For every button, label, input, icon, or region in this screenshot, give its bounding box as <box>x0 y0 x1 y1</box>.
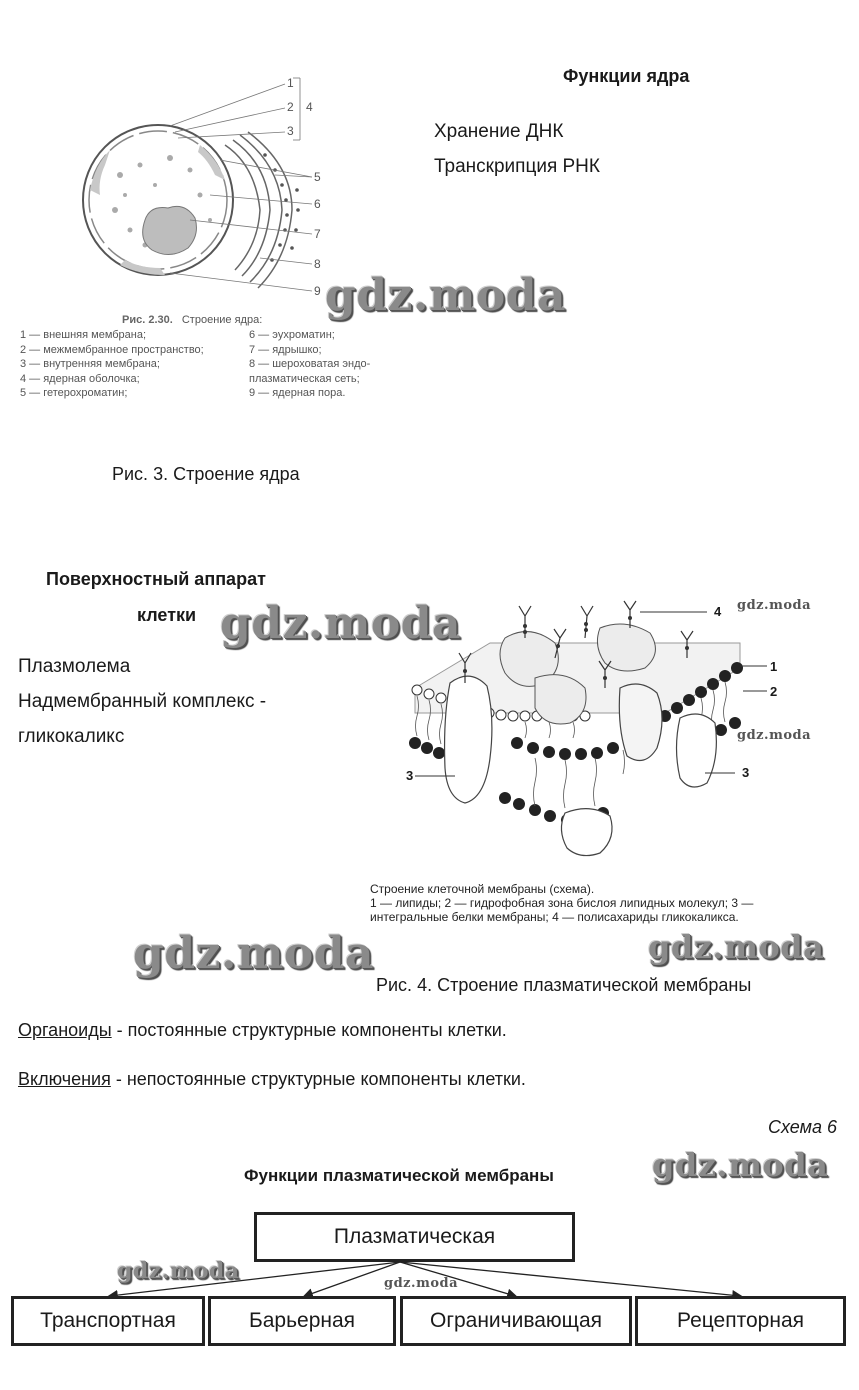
nucleus-callout-1: 1 <box>287 76 294 90</box>
caption-line: интегральные белки мембраны; 4 — полисахариды гликокаликса. <box>370 910 739 924</box>
scheme-child-label: Барьерная <box>248 1309 356 1332</box>
nucleus-function-item: Транскрипция РНК <box>434 156 600 177</box>
legend-item: 9 — ядерная пора. <box>249 387 346 399</box>
legend-item: 4 — ядерная оболочка; <box>20 372 140 385</box>
membrane-callout-1: 1 <box>770 659 778 674</box>
watermark: gdz.moda <box>648 928 825 966</box>
membrane-callout-3-right: 3 <box>742 765 750 780</box>
organoids-text: - постоянные структурные компоненты клетки. <box>111 1020 507 1040</box>
legend-item: 5 — гетерохроматин; <box>20 387 128 399</box>
legend-item: 1 — внешняя мембрана; <box>20 329 147 341</box>
scheme-title: Функции плазматической мембраны <box>244 1166 554 1185</box>
membrane-callout-4: 4 <box>714 604 722 619</box>
surface-item: гликокаликс <box>18 726 125 747</box>
definition-organoids <box>18 1020 507 1041</box>
nucleus-callout-9: 9 <box>314 284 321 298</box>
caption-line: 1 — липиды; 2 — гидрофобная зона бислоя липидных молекул; 3 — <box>370 896 754 910</box>
nucleus-legend-left <box>20 328 204 401</box>
inclusions-term: Включения <box>18 1069 111 1089</box>
membrane-figure-label: Рис. 4. Строение плазматической мембраны <box>376 975 752 995</box>
nucleus-callout-2: 2 <box>287 100 294 114</box>
nucleus-callout-5: 5 <box>314 170 321 184</box>
nucleus-callout-6: 6 <box>314 197 321 211</box>
watermark: gdz.moda <box>325 270 567 321</box>
scheme-child-barrier <box>208 1296 396 1346</box>
watermark: gdz.moda <box>384 1276 459 1291</box>
inclusions-text: - непостоянные структурные компоненты клетки. <box>110 1069 526 1089</box>
legend-item: плазматическая сеть; <box>249 372 360 385</box>
membrane-caption <box>370 882 753 924</box>
scheme-label: Схема 6 <box>768 1117 837 1137</box>
legend-item: 6 — эухроматин; <box>249 329 335 341</box>
definition-inclusions <box>18 1069 526 1090</box>
watermark: gdz.moda <box>220 598 462 649</box>
membrane-callout-2: 2 <box>770 684 778 699</box>
watermark: gdz.moda <box>737 598 812 613</box>
organoids-term: Органоиды <box>18 1020 112 1040</box>
surface-item: Плазмолема <box>18 656 131 677</box>
scheme-child-label: Транспортная <box>40 1309 176 1332</box>
nucleus-callout-3: 3 <box>287 124 294 138</box>
legend-item: 7 — ядрышко; <box>249 343 322 356</box>
surface-title-line1: Поверхностный аппарат <box>46 569 266 589</box>
watermark: gdz.moda <box>737 728 812 743</box>
scheme-root-label: Плазматическая <box>333 1225 496 1248</box>
scheme-child-label: Рецепторная <box>677 1309 804 1332</box>
legend-item: 3 — внутренняя мембрана; <box>20 358 160 370</box>
nucleus-function-item: Хранение ДНК <box>434 121 564 142</box>
legend-item: 8 — шероховатая эндо- <box>249 358 371 370</box>
scheme-child-label: Ограничивающая <box>429 1309 603 1332</box>
surface-item: Надмембранный комплекс - <box>18 691 267 712</box>
nucleus-caption-number: Рис. 2.30. <box>122 314 173 326</box>
scheme-child-limiting <box>400 1296 632 1346</box>
nucleus-functions-title: Функции ядра <box>563 66 690 86</box>
nucleus-caption-subtitle: Строение ядра: <box>181 314 263 326</box>
nucleus-callout-7: 7 <box>314 227 321 241</box>
nucleus-figure-label: Рис. 3. Строение ядра <box>112 464 300 484</box>
nucleus-callout-4: 4 <box>306 100 313 114</box>
scheme-root-box <box>254 1212 575 1262</box>
membrane-figure <box>395 598 795 868</box>
nucleus-caption-title <box>122 313 262 328</box>
caption-line: Строение клеточной мембраны (схема). <box>370 882 595 896</box>
legend-item: 2 — межмембранное пространство; <box>20 343 204 356</box>
watermark: gdz.moda <box>133 928 375 979</box>
nucleus-figure <box>60 70 360 310</box>
surface-title-line2: клетки <box>137 605 197 625</box>
nucleus-callout-8: 8 <box>314 257 321 271</box>
nucleus-legend-right <box>249 328 370 401</box>
watermark: gdz.moda <box>652 1146 829 1184</box>
watermark: gdz.moda <box>117 1258 240 1284</box>
scheme-child-transport <box>11 1296 205 1346</box>
scheme-child-receptor <box>635 1296 846 1346</box>
membrane-callout-3-left: 3 <box>406 768 414 783</box>
